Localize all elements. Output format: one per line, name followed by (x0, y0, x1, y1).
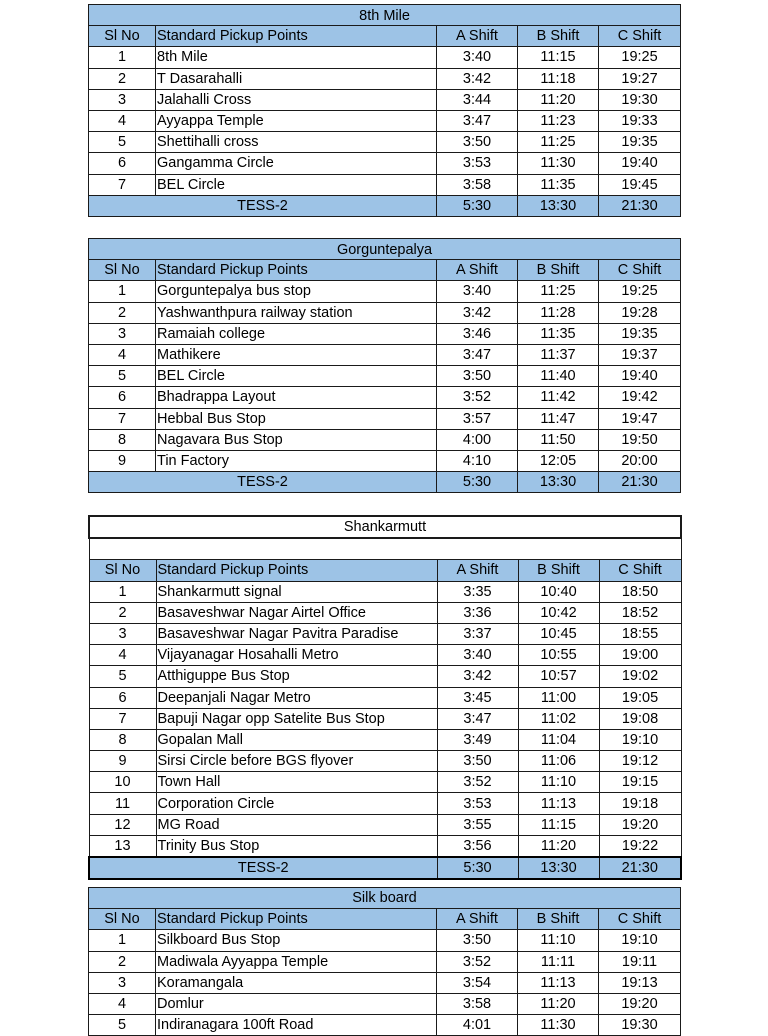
cell-a-shift: 3:49 (437, 729, 518, 750)
cell-pickup-point: Ayyappa Temple (156, 110, 437, 131)
cell-c-shift: 19:40 (599, 366, 681, 387)
cell-b-shift: 11:30 (518, 1015, 599, 1036)
cell-pickup-point: Corporation Circle (156, 793, 437, 814)
table-row (89, 772, 681, 793)
cell-a-shift: 3:52 (437, 772, 518, 793)
cell-c-shift: 20:00 (599, 450, 681, 471)
cell-pickup-point: Atthiguppe Bus Stop (156, 666, 437, 687)
header-row (89, 26, 681, 47)
total-b-shift: 13:30 (518, 472, 599, 493)
cell-sl-no: 6 (89, 153, 156, 174)
table-row (89, 153, 681, 174)
col-header-pickup-points: Standard Pickup Points (156, 260, 437, 281)
cell-c-shift: 19:35 (599, 132, 681, 153)
cell-pickup-point: 8th Mile (156, 47, 437, 68)
cell-a-shift: 3:58 (437, 174, 518, 195)
cell-pickup-point: Ramaiah college (156, 323, 437, 344)
cell-pickup-point: Town Hall (156, 772, 437, 793)
cell-sl-no: 1 (89, 47, 156, 68)
cell-b-shift: 11:11 (518, 951, 599, 972)
cell-b-shift: 11:00 (518, 687, 599, 708)
cell-a-shift: 3:47 (437, 708, 518, 729)
schedule-table (88, 515, 682, 880)
table-row (89, 68, 681, 89)
cell-sl-no: 9 (89, 450, 156, 471)
cell-a-shift: 3:54 (437, 972, 518, 993)
cell-b-shift: 12:05 (518, 450, 599, 471)
cell-sl-no: 8 (89, 429, 156, 450)
cell-a-shift: 4:10 (437, 450, 518, 471)
cell-sl-no: 7 (89, 174, 156, 195)
route-table-gorguntepalya (88, 238, 680, 493)
cell-c-shift: 19:00 (599, 645, 681, 666)
cell-a-shift: 3:40 (437, 47, 518, 68)
total-label: TESS-2 (89, 857, 437, 879)
cell-pickup-point: Silkboard Bus Stop (156, 930, 437, 951)
total-row (89, 472, 681, 493)
cell-a-shift: 3:42 (437, 68, 518, 89)
cell-c-shift: 19:30 (599, 1015, 681, 1036)
total-label: TESS-2 (89, 472, 437, 493)
col-header-a-shift: A Shift (437, 26, 518, 47)
cell-b-shift: 10:42 (518, 602, 599, 623)
cell-b-shift: 11:10 (518, 772, 599, 793)
cell-a-shift: 4:01 (437, 1015, 518, 1036)
table-row (89, 930, 681, 951)
cell-sl-no: 13 (89, 835, 156, 857)
cell-c-shift: 19:27 (599, 68, 681, 89)
cell-c-shift: 19:10 (599, 930, 681, 951)
cell-pickup-point: Sirsi Circle before BGS flyover (156, 751, 437, 772)
cell-sl-no: 4 (89, 645, 156, 666)
table-row (89, 951, 681, 972)
cell-c-shift: 19:08 (599, 708, 681, 729)
cell-pickup-point: BEL Circle (156, 174, 437, 195)
col-header-sl-no: Sl No (89, 909, 156, 930)
table-row (89, 993, 681, 1014)
table-row (89, 751, 681, 772)
cell-c-shift: 19:47 (599, 408, 681, 429)
total-b-shift: 13:30 (518, 857, 599, 879)
cell-c-shift: 19:35 (599, 323, 681, 344)
cell-b-shift: 11:23 (518, 110, 599, 131)
cell-a-shift: 3:35 (437, 581, 518, 602)
header-row (89, 260, 681, 281)
col-header-c-shift: C Shift (599, 260, 681, 281)
cell-a-shift: 3:58 (437, 993, 518, 1014)
cell-sl-no: 2 (89, 302, 156, 323)
table-row (89, 450, 681, 471)
col-header-pickup-points: Standard Pickup Points (156, 909, 437, 930)
route-rows (89, 930, 681, 1036)
col-header-b-shift: B Shift (518, 560, 599, 581)
cell-b-shift: 11:20 (518, 993, 599, 1014)
table-row (89, 602, 681, 623)
cell-b-shift: 10:40 (518, 581, 599, 602)
cell-pickup-point: MG Road (156, 814, 437, 835)
cell-sl-no: 5 (89, 666, 156, 687)
table-row (89, 387, 681, 408)
cell-pickup-point: Basaveshwar Nagar Airtel Office (156, 602, 437, 623)
cell-sl-no: 1 (89, 930, 156, 951)
table-row (89, 174, 681, 195)
header-row (89, 909, 681, 930)
cell-c-shift: 19:05 (599, 687, 681, 708)
table-row (89, 972, 681, 993)
cell-sl-no: 4 (89, 993, 156, 1014)
cell-c-shift: 19:28 (599, 302, 681, 323)
cell-pickup-point: Basaveshwar Nagar Pavitra Paradise (156, 623, 437, 644)
cell-c-shift: 19:10 (599, 729, 681, 750)
cell-c-shift: 19:20 (599, 993, 681, 1014)
table-row (89, 581, 681, 602)
col-header-a-shift: A Shift (437, 909, 518, 930)
schedule-table (88, 4, 681, 217)
cell-sl-no: 12 (89, 814, 156, 835)
cell-b-shift: 11:13 (518, 972, 599, 993)
cell-b-shift: 11:35 (518, 323, 599, 344)
col-header-a-shift: A Shift (437, 260, 518, 281)
cell-c-shift: 18:50 (599, 581, 681, 602)
cell-sl-no: 3 (89, 89, 156, 110)
spacer-row (89, 538, 681, 560)
cell-b-shift: 11:15 (518, 47, 599, 68)
cell-a-shift: 3:46 (437, 323, 518, 344)
cell-sl-no: 3 (89, 323, 156, 344)
cell-c-shift: 19:37 (599, 344, 681, 365)
col-header-b-shift: B Shift (518, 909, 599, 930)
route-table-shankarmutt (88, 515, 680, 880)
table-row (89, 323, 681, 344)
cell-c-shift: 19:42 (599, 387, 681, 408)
cell-b-shift: 11:10 (518, 930, 599, 951)
table-row (89, 132, 681, 153)
table-row (89, 835, 681, 857)
cell-b-shift: 11:04 (518, 729, 599, 750)
cell-pickup-point: T Dasarahalli (156, 68, 437, 89)
cell-pickup-point: Deepanjali Nagar Metro (156, 687, 437, 708)
total-c-shift: 21:30 (599, 472, 681, 493)
cell-c-shift: 19:25 (599, 47, 681, 68)
cell-sl-no: 3 (89, 972, 156, 993)
cell-sl-no: 2 (89, 602, 156, 623)
total-a-shift: 5:30 (437, 472, 518, 493)
cell-sl-no: 10 (89, 772, 156, 793)
cell-c-shift: 19:50 (599, 429, 681, 450)
col-header-b-shift: B Shift (518, 26, 599, 47)
cell-pickup-point: Gopalan Mall (156, 729, 437, 750)
cell-c-shift: 18:52 (599, 602, 681, 623)
cell-b-shift: 11:18 (518, 68, 599, 89)
cell-a-shift: 3:42 (437, 302, 518, 323)
cell-b-shift: 11:28 (518, 302, 599, 323)
cell-b-shift: 10:45 (518, 623, 599, 644)
cell-sl-no: 3 (89, 623, 156, 644)
cell-b-shift: 11:42 (518, 387, 599, 408)
table-row (89, 814, 681, 835)
header-row (89, 560, 681, 581)
col-header-sl-no: Sl No (89, 560, 156, 581)
col-header-b-shift: B Shift (518, 260, 599, 281)
cell-b-shift: 11:02 (518, 708, 599, 729)
col-header-sl-no: Sl No (89, 26, 156, 47)
cell-c-shift: 19:30 (599, 89, 681, 110)
cell-b-shift: 11:15 (518, 814, 599, 835)
cell-a-shift: 3:37 (437, 623, 518, 644)
cell-a-shift: 3:40 (437, 281, 518, 302)
table-row (89, 302, 681, 323)
cell-sl-no: 2 (89, 68, 156, 89)
cell-pickup-point: Jalahalli Cross (156, 89, 437, 110)
total-row (89, 195, 681, 216)
schedule-table (88, 238, 681, 493)
cell-a-shift: 3:50 (437, 930, 518, 951)
col-header-pickup-points: Standard Pickup Points (156, 560, 437, 581)
cell-c-shift: 19:25 (599, 281, 681, 302)
total-c-shift: 21:30 (599, 857, 681, 879)
cell-c-shift: 19:02 (599, 666, 681, 687)
cell-a-shift: 3:52 (437, 951, 518, 972)
table-row (89, 623, 681, 644)
cell-b-shift: 11:25 (518, 281, 599, 302)
cell-b-shift: 11:50 (518, 429, 599, 450)
cell-sl-no: 4 (89, 344, 156, 365)
total-a-shift: 5:30 (437, 857, 518, 879)
cell-a-shift: 3:53 (437, 793, 518, 814)
col-header-sl-no: Sl No (89, 260, 156, 281)
cell-sl-no: 7 (89, 708, 156, 729)
cell-pickup-point: Domlur (156, 993, 437, 1014)
cell-sl-no: 5 (89, 1015, 156, 1036)
cell-c-shift: 18:55 (599, 623, 681, 644)
route-rows (89, 281, 681, 472)
cell-c-shift: 19:33 (599, 110, 681, 131)
cell-b-shift: 11:37 (518, 344, 599, 365)
table-row (89, 793, 681, 814)
cell-sl-no: 6 (89, 387, 156, 408)
table-row (89, 645, 681, 666)
cell-pickup-point: Shankarmutt signal (156, 581, 437, 602)
cell-sl-no: 4 (89, 110, 156, 131)
cell-b-shift: 10:57 (518, 666, 599, 687)
cell-a-shift: 3:50 (437, 132, 518, 153)
cell-a-shift: 3:56 (437, 835, 518, 857)
cell-sl-no: 9 (89, 751, 156, 772)
total-label: TESS-2 (89, 195, 437, 216)
cell-sl-no: 6 (89, 687, 156, 708)
table-row (89, 47, 681, 68)
table-row (89, 281, 681, 302)
schedule-table (88, 887, 681, 1036)
cell-c-shift: 19:11 (599, 951, 681, 972)
cell-sl-no: 2 (89, 951, 156, 972)
route-title: Shankarmutt (89, 516, 681, 538)
cell-b-shift: 11:40 (518, 366, 599, 387)
cell-pickup-point: Yashwanthpura railway station (156, 302, 437, 323)
cell-pickup-point: Madiwala Ayyappa Temple (156, 951, 437, 972)
cell-pickup-point: Tin Factory (156, 450, 437, 471)
cell-c-shift: 19:18 (599, 793, 681, 814)
col-header-pickup-points: Standard Pickup Points (156, 26, 437, 47)
cell-a-shift: 3:40 (437, 645, 518, 666)
cell-c-shift: 19:13 (599, 972, 681, 993)
cell-pickup-point: Bhadrappa Layout (156, 387, 437, 408)
cell-c-shift: 19:45 (599, 174, 681, 195)
table-row (89, 89, 681, 110)
table-row (89, 687, 681, 708)
table-row (89, 729, 681, 750)
cell-a-shift: 3:55 (437, 814, 518, 835)
cell-a-shift: 4:00 (437, 429, 518, 450)
cell-b-shift: 11:47 (518, 408, 599, 429)
cell-pickup-point: Koramangala (156, 972, 437, 993)
cell-sl-no: 1 (89, 281, 156, 302)
cell-a-shift: 3:53 (437, 153, 518, 174)
cell-sl-no: 8 (89, 729, 156, 750)
route-title: Gorguntepalya (89, 239, 681, 260)
cell-b-shift: 11:20 (518, 89, 599, 110)
table-row (89, 1015, 681, 1036)
cell-c-shift: 19:15 (599, 772, 681, 793)
table-row (89, 344, 681, 365)
cell-a-shift: 3:44 (437, 89, 518, 110)
cell-sl-no: 5 (89, 366, 156, 387)
cell-c-shift: 19:20 (599, 814, 681, 835)
cell-b-shift: 10:55 (518, 645, 599, 666)
col-header-a-shift: A Shift (437, 560, 518, 581)
cell-a-shift: 3:57 (437, 408, 518, 429)
col-header-c-shift: C Shift (599, 560, 681, 581)
table-row (89, 708, 681, 729)
route-title: Silk board (89, 888, 681, 909)
total-a-shift: 5:30 (437, 195, 518, 216)
cell-pickup-point: Mathikere (156, 344, 437, 365)
cell-sl-no: 7 (89, 408, 156, 429)
cell-c-shift: 19:40 (599, 153, 681, 174)
col-header-c-shift: C Shift (599, 26, 681, 47)
cell-b-shift: 11:30 (518, 153, 599, 174)
table-row (89, 666, 681, 687)
cell-c-shift: 19:12 (599, 751, 681, 772)
cell-a-shift: 3:36 (437, 602, 518, 623)
cell-pickup-point: Hebbal Bus Stop (156, 408, 437, 429)
table-row (89, 429, 681, 450)
route-rows (89, 47, 681, 195)
cell-b-shift: 11:20 (518, 835, 599, 857)
route-rows (89, 581, 681, 857)
cell-sl-no: 11 (89, 793, 156, 814)
cell-pickup-point: Shettihalli cross (156, 132, 437, 153)
route-table-silk-board (88, 887, 680, 1036)
cell-pickup-point: BEL Circle (156, 366, 437, 387)
cell-a-shift: 3:50 (437, 751, 518, 772)
cell-b-shift: 11:13 (518, 793, 599, 814)
table-row (89, 110, 681, 131)
table-row (89, 366, 681, 387)
total-c-shift: 21:30 (599, 195, 681, 216)
cell-pickup-point: Gorguntepalya bus stop (156, 281, 437, 302)
table-row (89, 408, 681, 429)
cell-pickup-point: Indiranagara 100ft Road (156, 1015, 437, 1036)
cell-c-shift: 19:22 (599, 835, 681, 857)
cell-b-shift: 11:25 (518, 132, 599, 153)
cell-pickup-point: Vijayanagar Hosahalli Metro (156, 645, 437, 666)
cell-b-shift: 11:06 (518, 751, 599, 772)
cell-a-shift: 3:47 (437, 110, 518, 131)
cell-a-shift: 3:45 (437, 687, 518, 708)
cell-b-shift: 11:35 (518, 174, 599, 195)
cell-pickup-point: Nagavara Bus Stop (156, 429, 437, 450)
route-table-8th-mile (88, 4, 680, 217)
route-title: 8th Mile (89, 5, 681, 26)
cell-a-shift: 3:47 (437, 344, 518, 365)
cell-a-shift: 3:50 (437, 366, 518, 387)
total-b-shift: 13:30 (518, 195, 599, 216)
col-header-c-shift: C Shift (599, 909, 681, 930)
cell-pickup-point: Trinity Bus Stop (156, 835, 437, 857)
cell-a-shift: 3:52 (437, 387, 518, 408)
cell-pickup-point: Gangamma Circle (156, 153, 437, 174)
cell-a-shift: 3:42 (437, 666, 518, 687)
cell-pickup-point: Bapuji Nagar opp Satelite Bus Stop (156, 708, 437, 729)
total-row (89, 857, 681, 879)
cell-sl-no: 1 (89, 581, 156, 602)
cell-sl-no: 5 (89, 132, 156, 153)
